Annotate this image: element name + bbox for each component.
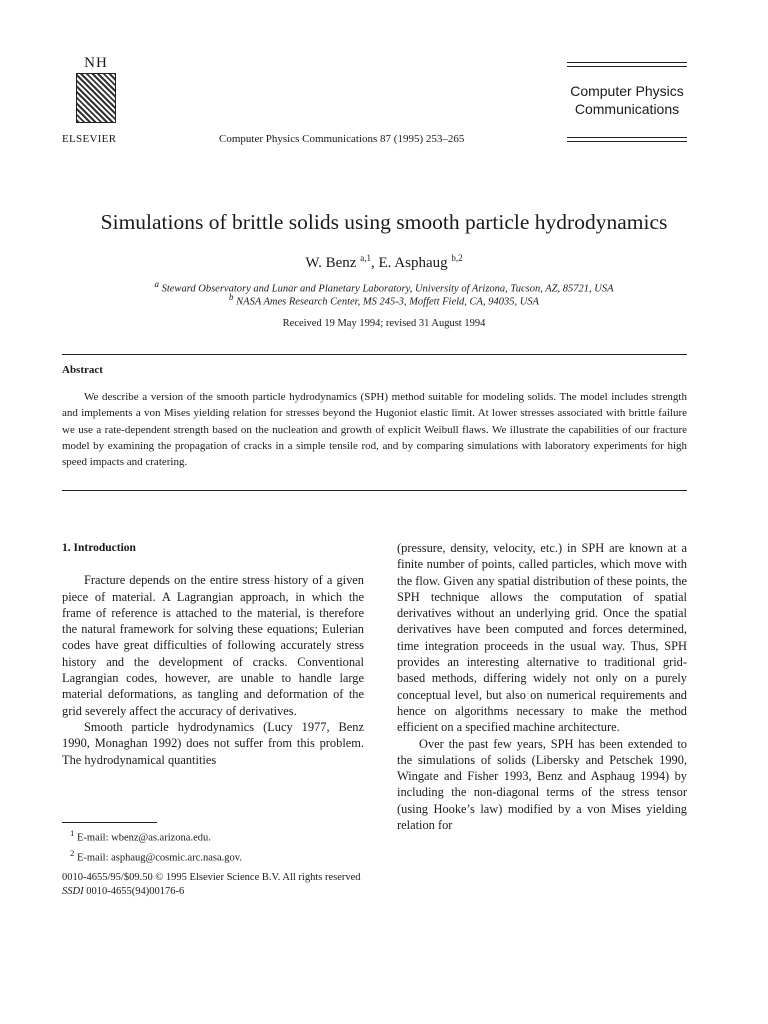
journal-citation: Computer Physics Communications 87 (1995) 253–265 <box>219 133 465 145</box>
affil-text: Steward Observatory and Lunar and Planetary Laboratory, University of Arizona, Tucson, AZ, 85721, USA <box>161 283 614 295</box>
author-list <box>0 253 768 272</box>
abstract-bottom-rule <box>62 490 687 491</box>
abstract-heading: Abstract <box>62 364 103 376</box>
footnote-1 <box>70 826 370 846</box>
received-dates: Received 19 May 1994; revised 31 August 1994 <box>282 318 486 329</box>
paragraph: Fracture depends on the entire stress history of a given piece of material. A Lagrangian approach, in which the frame of reference is attached to the material, is therefore the natural framework for solving these equations; Eulerian codes have great difficulties of following accurately stress history and the development of cracks. Conventional Lagrangian codes, however, are unable to handle large material deformations, as tangling and deformation of the grid severely affect the accuracy of derivatives. <box>62 573 364 718</box>
left-column <box>62 540 364 768</box>
footnote-text: E-mail: asphaug@cosmic.arc.nasa.gov. <box>77 852 242 863</box>
author-name: E. Asphaug <box>378 255 448 271</box>
section-heading: 1. Introduction <box>62 542 136 554</box>
journal-name-line2: Communications <box>574 101 680 117</box>
copyright-line: 0010-4655/95/$09.50 © 1995 Elsevier Science B.V. All rights reserved <box>62 872 361 883</box>
ssdi-line <box>62 885 361 899</box>
affil-mark: a <box>154 279 159 289</box>
logo-tree-icon <box>76 73 116 123</box>
footnote-mark: 2 <box>70 847 75 858</box>
footnote-rule <box>62 822 157 823</box>
publisher-logo <box>68 55 124 125</box>
paragraph: Smooth particle hydrodynamics (Lucy 1977, Benz 1990, Monaghan 1992) does not suffer from this problem. The hydrodynamical quantities <box>62 719 364 767</box>
abstract-text: We describe a version of the smooth particle hydrodynamics (SPH) method suitable for modeling solids. The model includes strength and implements a von Mises yielding relation for stresses beyond the Hugoniot elastic limit. At lower stresses associated with brittle failure we use a rate-dependent strength based on the nucleation and growth of explicit Weibull flaws. We illustrate the capabilities of our fracture model by examining the propagation of cracks in a simple tensile rod, and by comparing simulations with laboratory experiments for high speed impacts and cratering. <box>62 391 687 469</box>
author-name: W. Benz <box>305 255 357 271</box>
affiliation-b <box>0 292 768 308</box>
footnote-mark: 1 <box>70 828 75 838</box>
abstract-top-rule <box>62 354 687 355</box>
publisher-name: ELSEVIER <box>62 133 117 145</box>
ssdi-code: 0010-4655(94)00176-6 <box>86 886 185 897</box>
header-rule <box>567 141 687 142</box>
header-rule <box>567 62 687 63</box>
author-affil-mark: b,2 <box>451 253 463 263</box>
footnote-2 <box>70 846 370 866</box>
affil-text: NASA Ames Research Center, MS 245-3, Moffett Field, CA, 94035, USA <box>236 296 539 308</box>
footnotes <box>70 826 370 865</box>
header-rule <box>567 66 687 67</box>
paragraph: (pressure, density, velocity, etc.) in SPH are known at a finite number of points, called particles, which move with the flow. Given any spatial distribution of these points, the SPH technique allows the computation of spatial derivatives without an underlying grid. Once the spatial derivatives have been computed and forces determined, time integration proceeds in the usual way. Thus, SPH provides an interesting alternative to traditional grid-based methods, differing widely not only on a purely conceptual level, but also on numerical requirements and hence on algorithms necessary to make the method efficient on a specified machine architecture. <box>397 541 687 735</box>
affil-mark: b <box>229 292 234 302</box>
author-affil-mark: a,1 <box>360 253 371 263</box>
footnote-text: E-mail: wbenz@as.arizona.edu. <box>77 832 211 844</box>
article-title: Simulations of brittle solids using smooth particle hydrodynamics <box>100 210 668 234</box>
right-column <box>397 540 687 833</box>
copyright-block <box>62 871 361 899</box>
header-rule <box>567 137 687 138</box>
journal-name-line1: Computer Physics <box>570 83 684 99</box>
logo-text: NH <box>84 55 108 71</box>
journal-name <box>567 82 687 118</box>
author-separator: , <box>370 255 379 271</box>
paragraph: Over the past few years, SPH has been extended to the simulations of solids (Libersky and Petschek 1990, Wingate and Fisher 1993, Benz and Asphaug 1994) by including the non-diagonal terms of the stress tensor (using Hooke’s law) modified by a von Mises yielding relation for <box>397 736 687 833</box>
ssdi-label: SSDI <box>62 886 84 897</box>
